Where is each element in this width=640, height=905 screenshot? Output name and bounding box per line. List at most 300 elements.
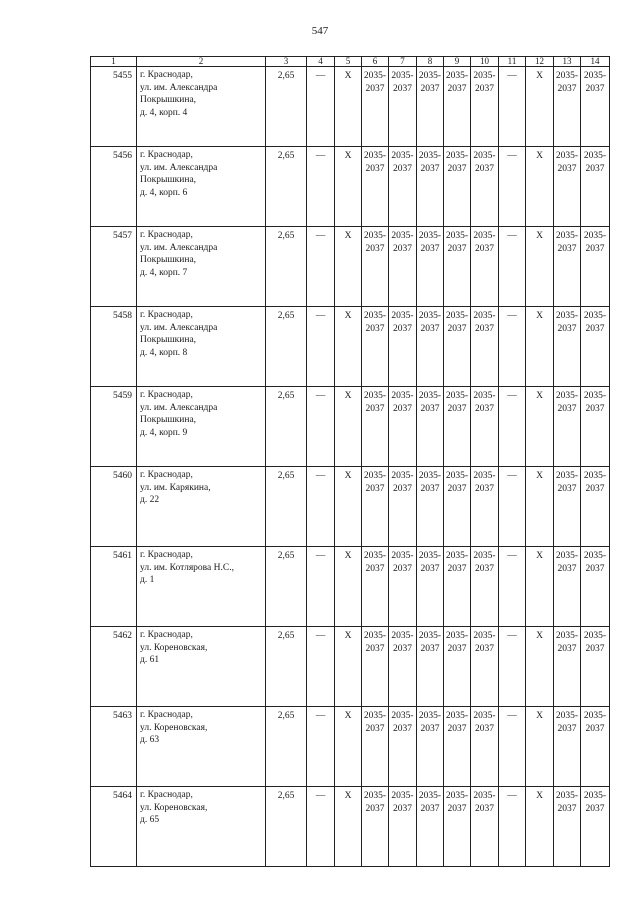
year-cell: [554, 227, 581, 307]
row-number: 5460: [91, 467, 137, 547]
year-cell: [417, 67, 444, 147]
year-line: 2037: [447, 643, 467, 654]
year-line: 2035-: [391, 231, 414, 241]
year-line: 2035-: [363, 471, 387, 481]
year-cell: [362, 707, 389, 787]
year-line: 2035-: [473, 631, 496, 641]
address-line: ул. Кореновская,: [140, 722, 208, 733]
year-line: 2035-: [363, 311, 387, 321]
table-header-row: [91, 57, 610, 67]
header-cell: 10: [471, 57, 499, 67]
address-line: г. Краснодар,: [140, 710, 193, 720]
address-line: г. Краснодар,: [140, 790, 193, 800]
table-body: [91, 57, 610, 867]
year-cell: [417, 547, 444, 627]
year-line: 2035-: [445, 231, 469, 241]
address-line: д. 4, корп. 4: [140, 107, 188, 118]
year-line: 2037: [475, 723, 494, 734]
year-line: 2037: [447, 803, 467, 814]
address-line: ул. им. Котлярова Н.С.,: [140, 562, 234, 573]
year-line: 2037: [475, 563, 494, 574]
address-cell: [137, 547, 266, 627]
address-line: ул. им. Александра: [140, 402, 218, 413]
year-line: 2037: [557, 643, 577, 654]
year-cell: [471, 627, 499, 707]
address-line: ул. им. Александра: [140, 82, 218, 93]
address-line: ул. им. Александра: [140, 162, 218, 173]
year-line: 2035-: [363, 791, 387, 801]
address-cell: [137, 67, 266, 147]
address-line: Покрышкина,: [140, 335, 197, 345]
year-cell: [389, 227, 417, 307]
year-line: 2037: [475, 83, 494, 94]
mark-cell: X: [335, 467, 362, 547]
year-line: 2035-: [473, 151, 496, 161]
year-line: 2035-: [555, 551, 579, 561]
address-line: г. Краснодар,: [140, 630, 193, 640]
year-cell: [417, 467, 444, 547]
header-cell: 5: [335, 57, 362, 67]
year-line: 2037: [585, 163, 605, 174]
table-row: [91, 307, 610, 387]
address-line: г. Краснодар,: [140, 70, 193, 80]
year-cell: [554, 67, 581, 147]
year-cell: [362, 547, 389, 627]
year-line: 2035-: [583, 151, 607, 161]
address-cell: [137, 467, 266, 547]
value-cell: 2,65: [266, 707, 307, 787]
year-line: 2037: [420, 403, 440, 414]
year-line: 2037: [365, 563, 385, 574]
year-line: 2035-: [391, 711, 414, 721]
header-cell: 8: [417, 57, 444, 67]
year-cell: [581, 227, 610, 307]
address-cell: [137, 387, 266, 467]
year-cell: [362, 627, 389, 707]
year-line: 2035-: [418, 71, 442, 81]
dash-cell: —: [499, 547, 526, 627]
dash-cell: —: [499, 787, 526, 867]
year-line: 2035-: [445, 311, 469, 321]
year-line: 2035-: [418, 231, 442, 241]
table-row: [91, 67, 610, 147]
row-number: 5457: [91, 227, 137, 307]
year-line: 2035-: [418, 391, 442, 401]
year-line: 2035-: [473, 791, 496, 801]
year-line: 2037: [557, 243, 577, 254]
table-row: [91, 147, 610, 227]
address-line: д. 4, корп. 8: [140, 347, 188, 358]
year-line: 2035-: [583, 391, 607, 401]
year-line: 2037: [447, 243, 467, 254]
year-line: 2037: [420, 723, 440, 734]
year-line: 2037: [475, 243, 494, 254]
year-line: 2037: [393, 803, 412, 814]
value-cell: 2,65: [266, 547, 307, 627]
mark-cell: X: [526, 67, 554, 147]
mark-cell: X: [335, 147, 362, 227]
year-cell: [417, 627, 444, 707]
mark-cell: X: [526, 307, 554, 387]
year-cell: [471, 67, 499, 147]
year-cell: [554, 627, 581, 707]
year-line: 2035-: [583, 71, 607, 81]
year-cell: [581, 147, 610, 227]
header-cell: 6: [362, 57, 389, 67]
value-cell: 2,65: [266, 467, 307, 547]
year-line: 2035-: [445, 391, 469, 401]
table-row: [91, 787, 610, 867]
year-cell: [471, 307, 499, 387]
year-line: 2035-: [473, 231, 496, 241]
address-cell: [137, 787, 266, 867]
year-cell: [389, 707, 417, 787]
address-cell: [137, 307, 266, 387]
table-row: [91, 387, 610, 467]
dash-cell: —: [499, 627, 526, 707]
year-line: 2035-: [555, 231, 579, 241]
year-line: 2035-: [445, 71, 469, 81]
year-cell: [362, 227, 389, 307]
header-cell: 4: [307, 57, 335, 67]
year-line: 2037: [557, 83, 577, 94]
address-line: д. 1: [140, 575, 155, 585]
address-line: д. 4, корп. 9: [140, 427, 188, 438]
year-cell: [389, 547, 417, 627]
dash-cell: —: [499, 67, 526, 147]
table-row: [91, 707, 610, 787]
year-line: 2037: [475, 163, 494, 174]
year-cell: [471, 707, 499, 787]
year-line: 2037: [447, 83, 467, 94]
year-line: 2037: [420, 643, 440, 654]
dash-cell: —: [499, 467, 526, 547]
year-line: 2037: [365, 483, 385, 494]
year-line: 2035-: [363, 391, 387, 401]
address-line: г. Краснодар,: [140, 310, 193, 320]
dash-cell: —: [499, 307, 526, 387]
year-line: 2035-: [555, 471, 579, 481]
year-cell: [581, 67, 610, 147]
year-line: 2037: [393, 403, 412, 414]
row-number: 5458: [91, 307, 137, 387]
year-line: 2037: [365, 323, 385, 334]
year-cell: [417, 707, 444, 787]
mark-cell: X: [526, 227, 554, 307]
row-number: 5464: [91, 787, 137, 867]
year-line: 2037: [585, 83, 605, 94]
address-line: Покрышкина,: [140, 175, 197, 185]
year-line: 2035-: [473, 471, 496, 481]
year-cell: [581, 707, 610, 787]
year-line: 2035-: [363, 71, 387, 81]
value-cell: 2,65: [266, 67, 307, 147]
year-line: 2035-: [391, 311, 414, 321]
year-cell: [362, 387, 389, 467]
year-line: 2037: [557, 163, 577, 174]
year-line: 2037: [420, 803, 440, 814]
year-line: 2037: [447, 563, 467, 574]
year-line: 2037: [447, 483, 467, 494]
year-cell: [554, 147, 581, 227]
year-cell: [389, 67, 417, 147]
address-line: ул. им. Александра: [140, 322, 218, 333]
year-cell: [389, 627, 417, 707]
year-cell: [417, 227, 444, 307]
address-line: ул. Кореновская,: [140, 642, 208, 653]
year-cell: [471, 547, 499, 627]
header-cell: 11: [499, 57, 526, 67]
year-line: 2037: [393, 323, 412, 334]
value-cell: 2,65: [266, 627, 307, 707]
year-line: 2035-: [363, 231, 387, 241]
address-line: д. 63: [140, 735, 160, 745]
year-line: 2035-: [555, 151, 579, 161]
header-cell: 9: [444, 57, 471, 67]
year-cell: [444, 227, 471, 307]
value-cell: 2,65: [266, 227, 307, 307]
mark-cell: X: [526, 707, 554, 787]
dash-cell: —: [307, 307, 335, 387]
address-line: Покрышкина,: [140, 255, 197, 265]
mark-cell: X: [526, 547, 554, 627]
table-row: [91, 467, 610, 547]
address-line: г. Краснодар,: [140, 470, 193, 480]
page-number: 547: [311, 25, 329, 37]
value-cell: 2,65: [266, 787, 307, 867]
mark-cell: X: [526, 387, 554, 467]
dash-cell: —: [307, 787, 335, 867]
year-line: 2035-: [418, 471, 442, 481]
year-line: 2037: [585, 723, 605, 734]
year-line: 2037: [420, 163, 440, 174]
mark-cell: X: [335, 227, 362, 307]
year-cell: [471, 467, 499, 547]
year-cell: [389, 387, 417, 467]
row-number: 5461: [91, 547, 137, 627]
address-line: д. 4, корп. 7: [140, 267, 188, 278]
year-line: 2037: [585, 403, 605, 414]
year-cell: [389, 307, 417, 387]
year-cell: [444, 147, 471, 227]
dash-cell: —: [307, 387, 335, 467]
year-cell: [471, 787, 499, 867]
year-line: 2037: [585, 803, 605, 814]
year-line: 2035-: [555, 311, 579, 321]
year-cell: [444, 627, 471, 707]
year-line: 2035-: [418, 151, 442, 161]
address-cell: [137, 627, 266, 707]
year-cell: [444, 707, 471, 787]
year-cell: [444, 547, 471, 627]
year-line: 2037: [585, 243, 605, 254]
dash-cell: —: [499, 707, 526, 787]
year-line: 2037: [365, 723, 385, 734]
year-line: 2037: [365, 243, 385, 254]
year-cell: [362, 307, 389, 387]
year-line: 2037: [557, 403, 577, 414]
year-line: 2035-: [555, 71, 579, 81]
year-line: 2037: [585, 643, 605, 654]
dash-cell: —: [307, 547, 335, 627]
year-line: 2037: [557, 803, 577, 814]
year-cell: [444, 67, 471, 147]
year-line: 2037: [557, 323, 577, 334]
year-line: 2037: [585, 323, 605, 334]
year-line: 2037: [557, 723, 577, 734]
value-cell: 2,65: [266, 387, 307, 467]
mark-cell: X: [526, 467, 554, 547]
year-line: 2037: [557, 563, 577, 574]
year-line: 2035-: [363, 711, 387, 721]
year-line: 2037: [447, 323, 467, 334]
mark-cell: X: [335, 707, 362, 787]
year-line: 2035-: [391, 151, 414, 161]
year-cell: [554, 467, 581, 547]
year-line: 2035-: [583, 791, 607, 801]
year-line: 2035-: [445, 551, 469, 561]
row-number: 5463: [91, 707, 137, 787]
year-line: 2037: [420, 323, 440, 334]
mark-cell: X: [526, 627, 554, 707]
mark-cell: X: [335, 547, 362, 627]
year-line: 2037: [447, 163, 467, 174]
year-cell: [389, 147, 417, 227]
address-line: г. Краснодар,: [140, 230, 193, 240]
address-line: д. 65: [140, 815, 160, 825]
year-cell: [444, 307, 471, 387]
year-cell: [471, 227, 499, 307]
year-cell: [389, 787, 417, 867]
header-cell: 12: [526, 57, 554, 67]
year-line: 2037: [475, 483, 494, 494]
header-cell: 3: [266, 57, 307, 67]
year-cell: [554, 787, 581, 867]
row-number: 5462: [91, 627, 137, 707]
year-line: 2035-: [583, 471, 607, 481]
year-line: 2037: [585, 483, 605, 494]
year-cell: [362, 147, 389, 227]
row-number: 5455: [91, 67, 137, 147]
year-line: 2035-: [391, 631, 414, 641]
row-number: 5459: [91, 387, 137, 467]
year-line: 2035-: [418, 551, 442, 561]
year-line: 2037: [365, 643, 385, 654]
year-cell: [581, 627, 610, 707]
address-cell: [137, 227, 266, 307]
year-line: 2037: [393, 643, 412, 654]
year-line: 2035-: [363, 631, 387, 641]
year-cell: [417, 147, 444, 227]
year-line: 2037: [393, 83, 412, 94]
year-cell: [471, 387, 499, 467]
address-line: д. 4, корп. 6: [140, 187, 188, 198]
year-line: 2035-: [555, 631, 579, 641]
address-line: г. Краснодар,: [140, 390, 193, 400]
address-line: Покрышкина,: [140, 415, 197, 425]
year-cell: [444, 387, 471, 467]
year-line: 2035-: [445, 151, 469, 161]
year-line: 2037: [420, 483, 440, 494]
year-line: 2037: [393, 483, 412, 494]
year-line: 2037: [447, 723, 467, 734]
year-cell: [554, 547, 581, 627]
dash-cell: —: [499, 227, 526, 307]
year-cell: [444, 787, 471, 867]
year-line: 2035-: [445, 791, 469, 801]
year-line: 2037: [365, 163, 385, 174]
address-line: д. 61: [140, 655, 160, 665]
year-cell: [581, 467, 610, 547]
address-line: Покрышкина,: [140, 95, 197, 105]
year-line: 2035-: [473, 711, 496, 721]
header-cell: 2: [137, 57, 266, 67]
address-line: г. Краснодар,: [140, 150, 193, 160]
dash-cell: —: [307, 227, 335, 307]
address-cell: [137, 147, 266, 227]
year-cell: [554, 387, 581, 467]
year-line: 2037: [393, 163, 412, 174]
year-line: 2035-: [583, 631, 607, 641]
table-row: [91, 227, 610, 307]
year-cell: [581, 387, 610, 467]
dash-cell: —: [499, 147, 526, 227]
year-line: 2037: [475, 403, 494, 414]
year-cell: [581, 547, 610, 627]
mark-cell: X: [335, 67, 362, 147]
year-line: 2035-: [391, 71, 414, 81]
dash-cell: —: [307, 67, 335, 147]
row-number: 5456: [91, 147, 137, 227]
mark-cell: X: [335, 627, 362, 707]
year-line: 2037: [393, 243, 412, 254]
year-line: 2035-: [473, 551, 496, 561]
address-line: ул. им. Александра: [140, 242, 218, 253]
year-line: 2037: [365, 803, 385, 814]
header-cell: 13: [554, 57, 581, 67]
header-cell: 1: [91, 57, 137, 67]
year-line: 2035-: [391, 551, 414, 561]
year-line: 2035-: [583, 551, 607, 561]
mark-cell: X: [526, 787, 554, 867]
dash-cell: —: [307, 467, 335, 547]
address-line: г. Краснодар,: [140, 550, 193, 560]
year-line: 2035-: [583, 231, 607, 241]
year-cell: [554, 707, 581, 787]
year-line: 2035-: [418, 791, 442, 801]
year-cell: [417, 387, 444, 467]
year-line: 2035-: [418, 311, 442, 321]
year-line: 2035-: [391, 391, 414, 401]
mark-cell: X: [335, 307, 362, 387]
year-line: 2035-: [445, 471, 469, 481]
address-line: д. 22: [140, 495, 160, 505]
year-cell: [362, 67, 389, 147]
address-line: ул. Кореновская,: [140, 802, 208, 813]
year-cell: [362, 467, 389, 547]
year-line: 2035-: [418, 711, 442, 721]
header-cell: 7: [389, 57, 417, 67]
year-line: 2037: [420, 83, 440, 94]
year-line: 2037: [420, 563, 440, 574]
year-line: 2037: [557, 483, 577, 494]
mark-cell: X: [335, 387, 362, 467]
year-line: 2035-: [445, 631, 469, 641]
year-line: 2035-: [555, 391, 579, 401]
year-cell: [417, 307, 444, 387]
year-line: 2037: [475, 323, 494, 334]
year-line: 2035-: [363, 151, 387, 161]
